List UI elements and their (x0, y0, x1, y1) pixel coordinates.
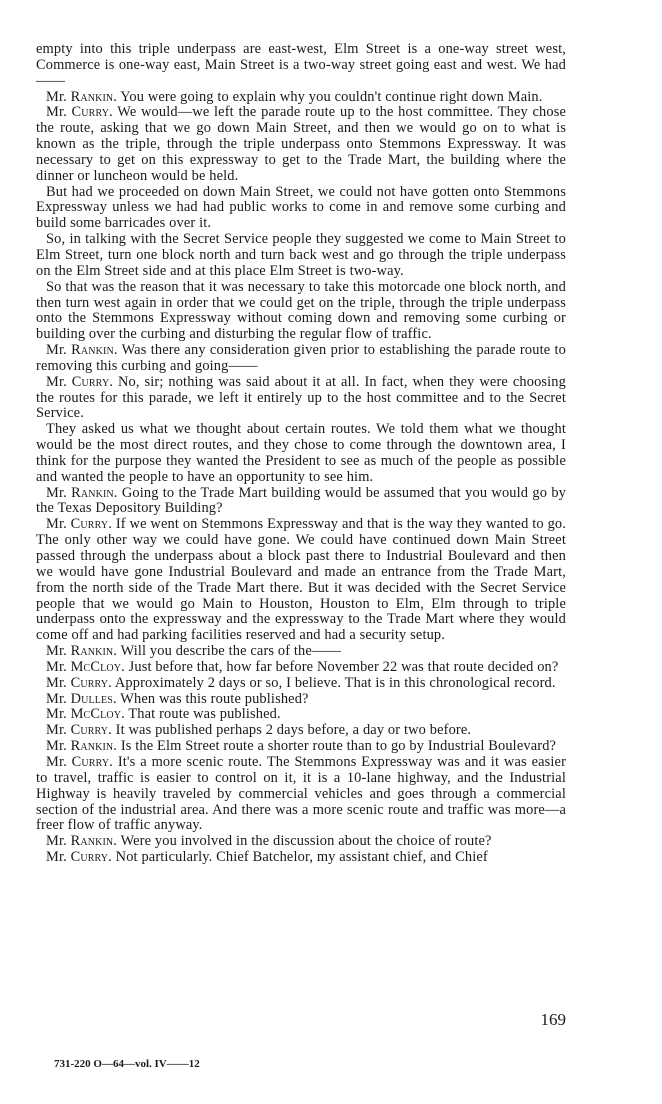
paragraph-text: empty into this triple underpass are east-west, Elm Street is a one-way street west, Commerce is one-way east, Main Street is a two-way street going east and west. We had—— (36, 41, 566, 89)
testimony-paragraph (36, 755, 566, 834)
testimony-paragraph (36, 486, 566, 518)
paragraph (36, 42, 566, 90)
speaker-title: Mr. (46, 722, 67, 739)
paragraph-text: That route was published. (128, 706, 281, 723)
speaker-name: Curry. (70, 674, 112, 691)
paragraph (36, 280, 566, 343)
speaker-title: Mr. (46, 484, 67, 501)
speaker-title: Mr. (46, 658, 67, 675)
document-body (36, 42, 566, 866)
testimony-paragraph (36, 739, 566, 755)
speaker-name: Rankin. (70, 643, 118, 660)
paragraph-text: Just before that, how far before November 22 was that route decided on? (128, 658, 559, 675)
speaker-title: Mr. (46, 674, 67, 691)
testimony-paragraph (36, 90, 566, 106)
speaker-title: Mr. (46, 104, 67, 121)
paragraph-text: So that was the reason that it was necessary to take this motorcade one block north, and then turn west again in order that we could get on the triple, through the triple underpass onto the Stemmons Expressway without coming down and removing some curbing or building over the curbing and disturbing the regular flow of traffic. (36, 278, 566, 343)
speaker-title: Mr. (46, 342, 67, 359)
paragraph-text: We would—we left the parade route up to the host committee. They chose the route, asking that we go down Main Street, and then we would go on to what is known as the triple, through the triple underpass onto Stemmons Expressway. It was necessary to get on this expressway to get to the Trade Mart, the building where the dinner or luncheon would be held. (36, 104, 566, 184)
testimony-paragraph (36, 644, 566, 660)
speaker-name: Curry. (71, 753, 113, 770)
paragraph-text: They asked us what we thought about certain routes. We told them what we thought would be the most direct routes, and they chose to come through the downtown area, I think for the purpose they wanted the President to see as much of the people as possible and wanted the people to have an opportunity to see him. (36, 421, 566, 485)
print-code-footer: 731-220 O—64—vol. IV——12 (54, 1058, 200, 1070)
testimony-paragraph (36, 692, 566, 708)
paragraph-text: If we went on Stemmons Expressway and that is the way they wanted to go. The only other way we could have gone. We could have continued down Main Street passed through the underpass about a block past there to Industrial Boulevard and then we would have gone Industrial Boulevard and made an entrance from the Trade Mart, from the north side of the Trade Mart there. But it was decided with the Secret Service people that we would go Main to Houston, Houston to Elm, Elm through to triple underpass onto the expressway and the expressway to the Trade Mart where they would come off and had parking facilities reserved and had a security setup. (36, 516, 567, 644)
paragraph-text: Were you involved in the discussion about the choice of route? (120, 833, 492, 850)
speaker-name: Curry. (71, 104, 113, 121)
speaker-name: Rankin. (70, 738, 118, 755)
paragraph-text: Not particularly. Chief Batchelor, my assistant chief, and Chief (115, 849, 488, 866)
speaker-name: McCloy. (70, 706, 125, 723)
testimony-paragraph (36, 707, 566, 723)
paragraph-text: You were going to explain why you couldn't continue right down Main. (120, 88, 543, 105)
speaker-title: Mr. (46, 690, 67, 707)
speaker-title: Mr. (46, 738, 67, 755)
paragraph-text: Going to the Trade Mart building would be assumed that you would go by the Texas Depository Building? (36, 484, 567, 517)
speaker-name: Curry. (70, 722, 112, 739)
paragraph (36, 422, 566, 485)
speaker-name: Curry. (70, 516, 112, 533)
paragraph-text: Is the Elm Street route a shorter route than to go by Industrial Boulevard? (120, 738, 557, 755)
testimony-paragraph (36, 834, 566, 850)
paragraph-text: Will you describe the cars of the—— (120, 643, 342, 660)
testimony-paragraph (36, 660, 566, 676)
speaker-name: Curry. (70, 849, 112, 866)
paragraph-text: But had we proceeded on down Main Street, we could not have gotten onto Stemmons Expressway unless we had had public works to come in and remove some curbing and build some barricades over it. (36, 183, 566, 232)
testimony-paragraph (36, 723, 566, 739)
paragraph-text: No, sir; nothing was said about it at all. In fact, when they were choosing the routes for this parade, we left it entirely up to the host committee and to the Secret Service. (36, 373, 566, 422)
speaker-title: Mr. (46, 706, 67, 723)
paragraph-text: Approximately 2 days or so, I believe. That is in this chronological record. (114, 674, 556, 691)
speaker-title: Mr. (46, 753, 67, 770)
speaker-title: Mr. (46, 849, 67, 866)
speaker-name: Curry. (71, 373, 114, 390)
speaker-name: McCloy. (70, 658, 125, 675)
testimony-paragraph (36, 850, 566, 866)
paragraph (36, 185, 566, 233)
testimony-paragraph (36, 343, 566, 375)
speaker-name: Dulles. (70, 690, 117, 707)
speaker-name: Rankin. (70, 88, 118, 105)
speaker-title: Mr. (46, 88, 67, 105)
speaker-title: Mr. (46, 373, 67, 390)
paragraph-text: It was published perhaps 2 days before, a day or two before. (115, 722, 472, 739)
speaker-name: Rankin. (71, 484, 118, 501)
paragraph-text: It's a more scenic route. The Stemmons Expressway was and it was easier to travel, traffic is easier to control on it, it is a 10-lane highway, and the Industrial Highway is heavily traveled by commercial vehicles and goes through a commercial section of the industrial area. And there was a more scenic route and traffic was more—a freer flow of traffic anyway. (36, 753, 567, 834)
speaker-title: Mr. (46, 643, 67, 660)
speaker-title: Mr. (46, 833, 67, 850)
testimony-paragraph (36, 375, 566, 423)
speaker-title: Mr. (46, 516, 67, 533)
testimony-paragraph (36, 676, 566, 692)
paragraph (36, 232, 566, 280)
paragraph-text: So, in talking with the Secret Service people they suggested we come to Main Street to Elm Street, turn one block north and turn back west and go through the triple underpass on the Elm Street side and at this place Elm Street is two-way. (36, 231, 566, 279)
page-number: 169 (540, 1010, 566, 1029)
speaker-name: Rankin. (70, 833, 118, 850)
paragraph-text: When was this route published? (120, 690, 309, 707)
speaker-name: Rankin. (71, 342, 118, 359)
testimony-paragraph (36, 105, 566, 184)
paragraph-text: Was there any consideration given prior to establishing the parade route to removing this curbing and going—— (36, 342, 566, 374)
testimony-paragraph (36, 517, 566, 644)
